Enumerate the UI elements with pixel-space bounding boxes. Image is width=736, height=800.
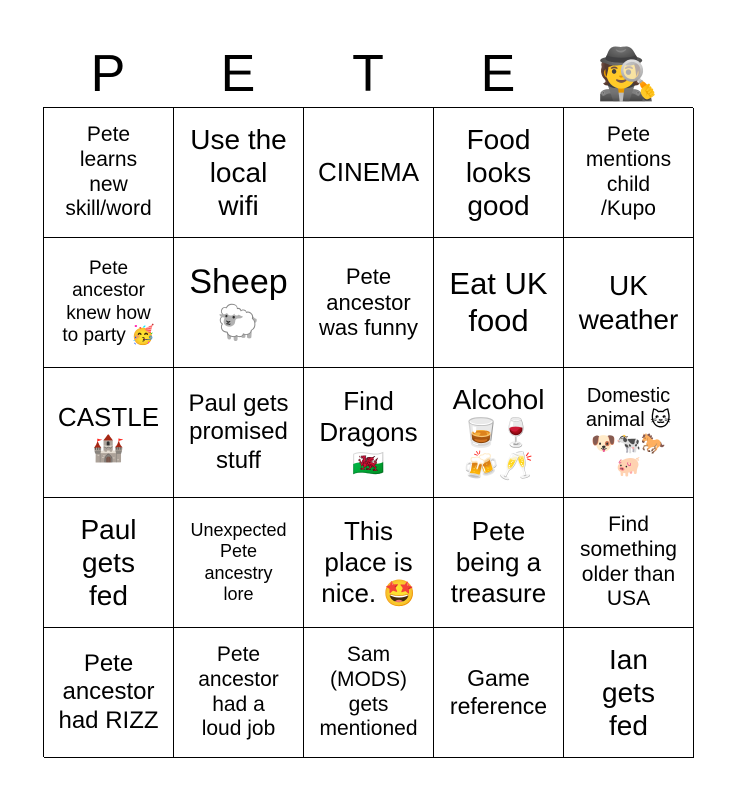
cell-text: Domestic animal 🐱 🐶🐄🐎 🐖 — [585, 385, 672, 479]
bingo-cell[interactable] — [174, 238, 304, 368]
bingo-cell[interactable] — [564, 498, 694, 628]
cell-text: Alcohol 🥃🍷 🍻🥂 — [452, 383, 545, 482]
bingo-cell[interactable] — [174, 368, 304, 498]
cell-text: Paul gets fed — [80, 513, 137, 612]
detective-icon: 🕵️ — [596, 46, 660, 102]
header-letter-e-2: E — [480, 45, 516, 103]
cell-text: Sam (MODS) gets mentioned — [319, 642, 418, 741]
cell-text: Pete mentions child /Kupo — [585, 122, 672, 221]
bingo-cell[interactable] — [44, 238, 174, 368]
cell-text: CINEMA — [317, 157, 420, 188]
bingo-cell[interactable] — [44, 498, 174, 628]
bingo-cell[interactable] — [44, 368, 174, 498]
bingo-cell[interactable] — [304, 108, 434, 238]
bingo-cell[interactable] — [304, 238, 434, 368]
bingo-cell[interactable] — [434, 238, 564, 368]
cell-text: Pete being a treasure — [450, 516, 547, 608]
cell-text: Find something older than USA — [580, 512, 677, 611]
bingo-cell[interactable] — [434, 628, 564, 758]
bingo-cell[interactable] — [304, 628, 434, 758]
bingo-cell[interactable] — [564, 108, 694, 238]
bingo-board — [43, 107, 693, 757]
bingo-header — [43, 40, 693, 108]
cell-text: Pete ancestor had a loud job — [198, 642, 279, 741]
cell-text: Pete ancestor knew how to party 🥳 — [62, 257, 155, 346]
cell-text: This place is nice. 🤩 — [321, 516, 416, 608]
cell-text: Sheep 🐑 — [189, 263, 288, 342]
bingo-cell[interactable] — [174, 628, 304, 758]
bingo-cell[interactable] — [44, 108, 174, 238]
cell-text: Food looks good — [465, 123, 532, 222]
header-letter-t: T — [352, 45, 384, 103]
cell-text: Pete ancestor was funny — [318, 263, 419, 341]
bingo-cell[interactable] — [174, 108, 304, 238]
cell-text: Paul gets promised stuff — [188, 390, 289, 474]
bingo-cell[interactable] — [174, 498, 304, 628]
bingo-cell[interactable] — [304, 368, 434, 498]
cell-text: Unexpected Pete ancestry lore — [190, 520, 287, 604]
cell-text: Game reference — [449, 665, 548, 719]
bingo-cell[interactable] — [434, 498, 564, 628]
cell-text: CASTLE 🏰 — [57, 401, 160, 463]
bingo-cell[interactable] — [434, 108, 564, 238]
bingo-cell[interactable] — [564, 628, 694, 758]
cell-text: UK weather — [578, 270, 679, 335]
cell-text: Pete learns new skill/word — [65, 122, 152, 221]
cell-text: Find Dragons 🏴󠁧󠁢󠁷󠁬󠁳󠁿 — [319, 386, 418, 478]
cell-text: Ian gets fed — [602, 643, 655, 742]
header-letter-p: P — [90, 45, 126, 103]
bingo-cell[interactable] — [564, 238, 694, 368]
cell-text: Eat UK food — [449, 265, 548, 338]
cell-text: Use the local wifi — [190, 123, 287, 222]
header-letter-e: E — [220, 45, 256, 103]
bingo-cell[interactable] — [44, 628, 174, 758]
cell-text: Pete ancestor had RIZZ — [58, 650, 159, 734]
bingo-cell[interactable] — [564, 368, 694, 498]
bingo-cell[interactable] — [304, 498, 434, 628]
bingo-cell[interactable] — [434, 368, 564, 498]
